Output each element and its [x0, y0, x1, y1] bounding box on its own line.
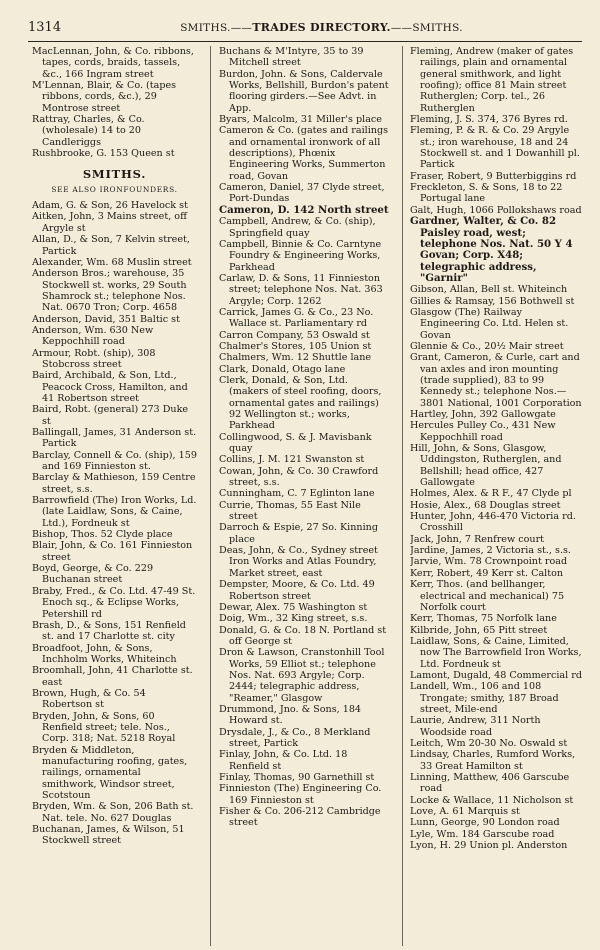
column-divider-1 [210, 46, 211, 946]
running-head-left: SMITHS. [180, 22, 231, 34]
column-1-entries [32, 200, 197, 847]
directory-entry: Cunningham, C. 7 Eglinton lane [219, 488, 375, 500]
directory-entry: Hercules Pulley Co., 431 New Keppochhill road [410, 420, 556, 443]
column-2 [219, 46, 389, 942]
directory-entry: Fleming, Andrew (maker of gates railings, plain and ornamental general smithwork, and light roofing); office 81 Main street Rutherglen; Corp. tel., 26 Rutherglen [410, 46, 574, 114]
directory-entry: Cowan, John, & Co. 30 Crawford street, s.s. [219, 465, 379, 489]
directory-entry: Ballingall, James, 31 Anderson st. Partick [32, 427, 197, 450]
running-head-right: SMITHS. [412, 22, 463, 34]
directory-entry: Byars, Malcolm, 31 Miller's place [219, 114, 382, 126]
directory-entry: Hartley, John, 392 Gallowgate [410, 409, 556, 420]
section-subheading: SEE ALSO IRONFOUNDERS. [51, 184, 178, 194]
directory-entry: Gibson, Allan, Bell st. Whiteinch [410, 284, 568, 296]
directory-entry: Carrick, James G. & Co., 23 No. Wallace st. Parliamentary rd [219, 306, 374, 330]
column-1-top-entries [32, 46, 197, 159]
directory-entry: Barrowfield (The) Iron Works, Ld. (late Laidlaw, Sons, & Caine, Ltd.), Fordneuk st [32, 495, 197, 529]
directory-entry: Grant, Cameron, & Curle, cart and van axles and iron mounting (trade supplied), 83 to 99 Kennedy st.; telephone Nos.—3801 National, 1001 Corporation [410, 352, 582, 409]
directory-entry: Clark, Donald, Otago lane [219, 363, 346, 375]
directory-entry: Galt, Hugh, 1066 Pollokshaws road [410, 204, 582, 216]
directory-entry: Fraser, Robert, 9 Butterbiggins rd [410, 170, 577, 182]
directory-entry: Chalmer's Stores, 105 Union st [219, 340, 372, 352]
page-number: 1314 [28, 20, 62, 35]
directory-entry: Cameron & Co. (gates and railings and ornamental ironwork of all descriptions), Phœnix Engineering Works, Summerton road, Govan [219, 125, 389, 182]
directory-entry: Cameron, Daniel, 37 Clyde street, Port-Dundas [219, 182, 385, 205]
directory-entry: Glennie & Co., 20½ Mair street [410, 340, 564, 352]
directory-entry: Drysdale, J., & Co., 8 Merkland street, Partick [219, 726, 371, 749]
directory-entry: Braby, Fred., & Co. Ltd. 47-49 St. Enoch sq., & Eclipse Works, Petershill rd [32, 585, 196, 620]
column-1 [32, 46, 197, 942]
directory-entry: Fleming, J. S. 374, 376 Byres rd. [410, 114, 568, 126]
directory-entry: Baird, Robt. (general) 273 Duke st [32, 404, 189, 427]
directory-entry: Brown, Hugh, & Co. 54 Robertson st [32, 687, 146, 711]
directory-entry: Finlay, Thomas, 90 Garnethill st [219, 772, 375, 783]
directory-entry: Landell, Wm., 106 and 108 Trongate; smithy, 187 Broad street, Mile-end [410, 681, 559, 715]
directory-entry: Glasgow (The) Railway Engineering Co. Ltd. Helen st. Govan [410, 306, 569, 341]
directory-entry: MacLennan, John, & Co. ribbons, tapes, cords, braids, tassels, &c., 166 Ingram street [32, 46, 194, 80]
directory-entry: Gillies & Ramsay, 156 Bothwell st [410, 295, 575, 307]
directory-entry: Lyon, H. 29 Union pl. Anderston [410, 840, 568, 852]
page-header [28, 20, 582, 40]
directory-entry: Anderson, Wm. 630 New Keppochhill road [32, 324, 154, 348]
directory-entry: Kerr, Robert, 49 Kerr st. Calton [410, 567, 564, 579]
directory-entry: Blair, John, & Co. 161 Finnieston street [32, 540, 193, 563]
directory-entry: Bryden, John, & Sons, 60 Renfield street; tele. Nos., Corp. 318; Nat. 5218 Royal [32, 710, 176, 745]
directory-entry: Hill, John, & Sons, Glasgow, Uddingston, Rutherglen, and Bellshill; head office, 427 Gallowgate [410, 443, 562, 489]
directory-entry: Dewar, Alex. 75 Washington st [219, 601, 368, 613]
directory-entry: Jack, John, 7 Renfrew court [410, 533, 545, 545]
directory-entry: Anderson Bros.; warehouse, 35 Stockwell st. works, 29 South Shamrock st.; telephone Nos. Nat. 0670 Tron; Corp. 4658 [32, 268, 187, 314]
directory-entry: Armour, Robt. (ship), 308 Stobcross street [32, 347, 156, 370]
column-divider-2 [402, 46, 403, 946]
directory-entry: Fleming, P. & R. & Co. 29 Argyle st.; iron warehouse, 18 and 24 Stockwell st. and 1 Dowanhill pl. Partick [410, 125, 580, 171]
section-heading: SMITHS. [82, 167, 147, 182]
directory-entry: Brash, D., & Sons, 151 Renfield st. and 17 Charlotte st. city [32, 619, 186, 643]
directory-entry: Leitch, Wm 20-30 No. Oswald st [410, 737, 568, 749]
directory-entry: Kerr, Thomas, 75 Norfolk lane [410, 613, 557, 625]
directory-entry: Laidlaw, Sons, & Caine, Limited, now The Barrowfield Iron Works, Ltd. Fordneuk st [410, 635, 582, 670]
directory-entry: Finlay, John, & Co. Ltd. 18 Renfield st [219, 749, 348, 772]
directory-entry: Laurie, Andrew, 311 North Woodside road [410, 715, 541, 738]
directory-entry: Dron & Lawson, Cranstonhill Tool Works, 59 Elliot st.; telephone Nos. Nat. 693 Argyle; Corp. 2444; telegraphic address, "Reamer," Glasgow [219, 647, 385, 704]
directory-entry: Barclay, Connell & Co. (ship), 159 and 169 Finnieston st. [32, 449, 197, 473]
directory-entry: M'Lennan, Blair, & Co. (tapes ribbons, cords, &c.), 29 Montrose street [32, 80, 177, 114]
directory-entry: Adam, G. & Son, 26 Havelock st [32, 200, 188, 212]
directory-entry: Anderson, David, 351 Baltic st [32, 313, 180, 325]
directory-entry: Hosie, Alex., 68 Douglas street [410, 499, 561, 511]
directory-entry: Dempster, Moore, & Co. Ltd. 49 Robertson street [219, 579, 375, 602]
directory-entry: Lyle, Wm. 184 Garscube road [410, 828, 555, 840]
directory-entry: Fisher & Co. 206-212 Cambridge street [219, 806, 381, 829]
directory-entry: Love, A. 61 Marquis st [410, 806, 520, 818]
directory-entry: Broadfoot, John, & Sons, Inchholm Works, Whiteinch [32, 642, 177, 665]
directory-entry: Drummond, Jno. & Sons, 184 Howard st. [219, 703, 362, 727]
running-head-center: TRADES DIRECTORY. [252, 21, 391, 34]
directory-entry: Allan, D., & Son, 7 Kelvin street, Partick [32, 234, 190, 257]
header-rule [28, 41, 582, 42]
directory-entry: Burdon, John. & Sons, Caldervale Works, Bellshill, Burdon's patent flooring girders.—See Advt. in App. [219, 68, 389, 114]
directory-entry: Kerr, Thos. (and bellhanger, electrical and mechanical) 75 Norfolk court [410, 579, 565, 613]
directory-entry: Rushbrooke, G. 153 Queen st [32, 148, 175, 160]
directory-entry: Baird, Archibald, & Son, Ltd., Peacock Cross, Hamilton, and 41 Robertson street [32, 370, 188, 404]
column-3 [410, 46, 582, 942]
directory-entry: Collingwood, S. & J. Mavisbank quay [219, 431, 372, 455]
directory-entry: Buchans & M'Intyre, 35 to 39 Mitchell street [219, 46, 364, 69]
directory-entry: Donald, G. & Co. 18 N. Portland st off George st [219, 624, 387, 647]
directory-entry: Finnieston (The) Engineering Co. 169 Finnieston st [219, 783, 382, 806]
directory-entry: Currie, Thomas, 55 East Nile street [219, 499, 361, 523]
directory-entry: Collins, J. M. 121 Swanston st [219, 454, 365, 466]
directory-entry: Lamont, Dugald, 48 Commercial rd [410, 669, 582, 681]
directory-entry: Bryden, Wm. & Son, 206 Bath st. Nat. tele. No. 627 Douglas [32, 801, 194, 824]
directory-entry: Campbell, Binnie & Co. Carntyne Foundry & Engineering Works, Parkhead [219, 238, 382, 273]
directory-entry: Gardner, Walter, & Co. 82 Paisley road, west; telephone Nos. Nat. 50 Y 4 Govan; Corp. X48; telegraphic address, "Garnir" [410, 215, 573, 284]
directory-entry: Kilbride, John, 65 Pitt street [410, 624, 548, 636]
directory-entry: Lunn, George, 90 London road [410, 817, 560, 829]
directory-entry: Buchanan, James, & Wilson, 51 Stockwell street [32, 824, 185, 847]
directory-entry: Holmes, Alex. & R F., 47 Clyde pl [410, 488, 572, 500]
directory-entry: Cameron, D. 142 North street [219, 203, 389, 216]
directory-entry: Linning, Matthew, 406 Garscube road [410, 772, 570, 795]
directory-entry: Broomhall, John, 41 Charlotte st. east [32, 665, 193, 688]
directory-entry: Boyd, George, & Co. 229 Buchanan street [32, 563, 154, 586]
directory-entry: Aitken, John, 3 Mains street, off Argyle st [32, 211, 187, 234]
directory-entry: Rattray, Charles, & Co. (wholesale) 14 to 20 Candleriggs [32, 114, 145, 148]
directory-entry: Alexander, Wm. 68 Muslin street [32, 256, 192, 268]
running-head: SMITHS.——TRADES DIRECTORY.——SMITHS. [180, 21, 463, 34]
directory-entry: Lindsay, Charles, Rumford Works, 33 Great Hamilton st [410, 749, 576, 772]
directory-entry: Freckleton, S. & Sons, 18 to 22 Portugal lane [410, 182, 563, 205]
directory-entry: Clerk, Donald, & Son, Ltd. (makers of steel roofing, doors, ornamental gates and railings) 92 Wellington st.; works, Parkhead [219, 374, 382, 432]
directory-entry: Carlaw, D. & Sons, 11 Finnieston street; telephone Nos. Nat. 363 Argyle; Corp. 1262 [219, 272, 383, 307]
directory-entry: Hunter, John, 446-470 Victoria rd. Crosshill [410, 511, 576, 534]
directory-entry: Campbell, Andrew, & Co. (ship), Springfield quay [219, 216, 376, 239]
directory-entry: Deas, John, & Co., Sydney street Iron Works and Atlas Foundry, Market street, east [219, 545, 378, 579]
directory-entry: Locke & Wallace, 11 Nicholson st [410, 794, 574, 806]
directory-entry: Bryden & Middleton, manufacturing roofing, gates, railings, ornamental smithwork, Windsor street, Scotstoun [32, 744, 188, 801]
directory-entry: Jardine, James, 2 Victoria st., s.s. [410, 545, 571, 557]
directory-entry: Darroch & Espie, 27 So. Kinning place [219, 522, 378, 545]
directory-entry: Carron Company, 53 Oswald st [219, 329, 370, 341]
directory-entry: Doig, Wm., 32 King street, s.s. [219, 613, 368, 625]
directory-entry: Bishop, Thos. 52 Clyde place [32, 529, 173, 541]
column-3-entries [410, 46, 582, 851]
directory-entry: Jarvie, Wm. 78 Crownpoint road [410, 556, 568, 568]
directory-entry: Chalmers, Wm. 12 Shuttle lane [219, 352, 372, 364]
directory-entry: Barclay & Mathieson, 159 Centre street, s.s. [32, 472, 196, 495]
column-2-entries [219, 46, 389, 829]
